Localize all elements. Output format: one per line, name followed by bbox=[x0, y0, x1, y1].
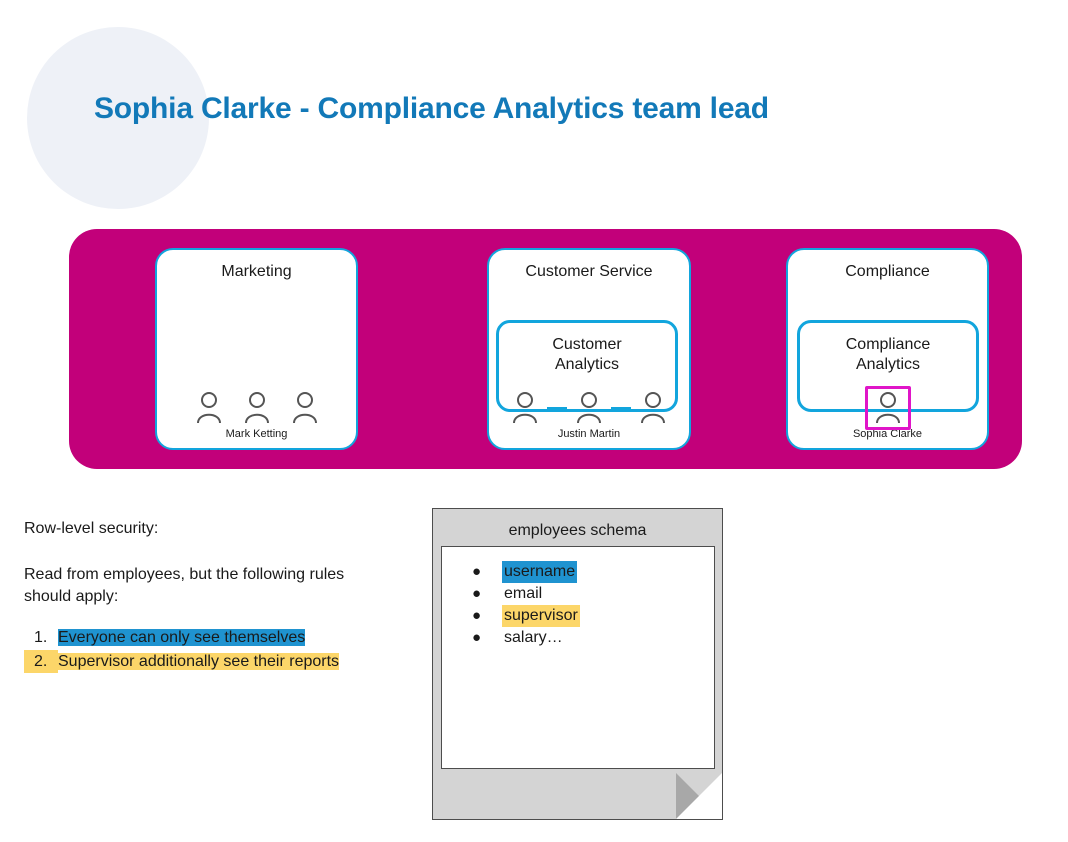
person-icon bbox=[575, 391, 603, 425]
note-fold-corner bbox=[676, 773, 722, 819]
team-label-line2: Analytics bbox=[855, 356, 921, 373]
schema-field bbox=[472, 627, 580, 649]
people-row-customer-service bbox=[487, 388, 691, 428]
bullet-icon: ● bbox=[472, 629, 482, 646]
schema-field-name: supervisor bbox=[502, 605, 580, 627]
rls-intro: Read from employees, but the following rules should apply: bbox=[24, 566, 345, 605]
team-connector bbox=[611, 407, 631, 410]
schema-note-card bbox=[432, 508, 723, 820]
person-icon bbox=[195, 391, 223, 425]
rule-item bbox=[24, 650, 394, 673]
bullet-icon: ● bbox=[472, 563, 482, 580]
rule-body bbox=[58, 626, 394, 649]
person-icon bbox=[243, 391, 271, 425]
person-icon-highlighted bbox=[865, 386, 911, 430]
team-label-line1: Customer bbox=[552, 336, 622, 353]
schema-field-name: username bbox=[502, 561, 577, 583]
person-icon bbox=[639, 391, 667, 425]
rule-text: Everyone can only see themselves bbox=[58, 629, 306, 646]
department-title: Customer Service bbox=[525, 263, 653, 280]
department-title: Compliance bbox=[845, 263, 930, 280]
page-title: Sophia Clarke - Compliance Analytics team lead bbox=[94, 92, 769, 125]
schema-field bbox=[472, 561, 580, 583]
department-owner: Sophia Clarke bbox=[852, 428, 923, 440]
rules-list bbox=[24, 626, 394, 674]
rule-item bbox=[24, 626, 394, 649]
bullet-icon: ● bbox=[472, 607, 482, 624]
team-connector bbox=[547, 407, 567, 410]
people-row-compliance bbox=[786, 388, 989, 428]
team-label-line2: Analytics bbox=[554, 356, 620, 373]
rule-body bbox=[58, 650, 394, 673]
team-label-line1: Compliance bbox=[845, 336, 931, 353]
rule-number: 1. bbox=[34, 629, 48, 646]
department-owner: Justin Martin bbox=[557, 428, 621, 440]
team-label bbox=[499, 335, 675, 375]
person-icon bbox=[291, 391, 319, 425]
schema-field bbox=[472, 583, 580, 605]
department-title: Marketing bbox=[221, 263, 292, 280]
rls-heading: Row-level security: bbox=[24, 520, 159, 537]
team-label bbox=[800, 335, 976, 375]
schema-field bbox=[472, 605, 580, 627]
department-owner: Mark Ketting bbox=[225, 428, 288, 440]
schema-field-name: email bbox=[504, 585, 543, 602]
schema-field-panel bbox=[441, 546, 715, 769]
person-icon bbox=[511, 391, 539, 425]
schema-title: employees schema bbox=[508, 522, 647, 539]
rule-number: 2. bbox=[24, 650, 58, 673]
schema-field-list bbox=[472, 561, 580, 649]
bullet-icon: ● bbox=[472, 585, 482, 602]
rule-text: Supervisor additionally see their reports bbox=[58, 653, 340, 670]
people-row-marketing bbox=[155, 388, 358, 428]
schema-field-name: salary… bbox=[504, 629, 563, 646]
